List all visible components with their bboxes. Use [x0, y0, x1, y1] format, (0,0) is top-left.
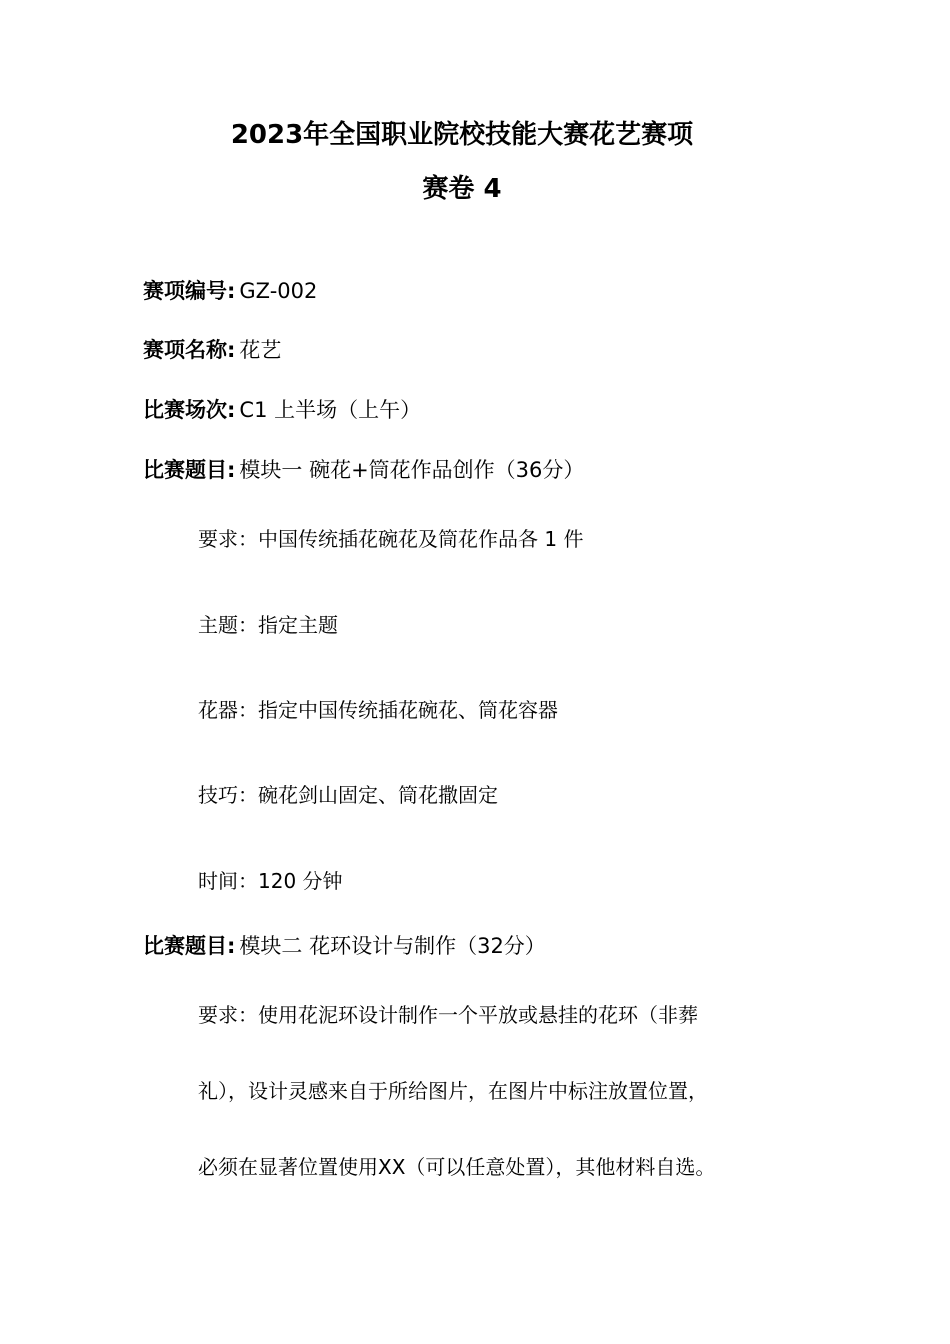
- module1-requirement: 要求：中国传统插花碗花及筒花作品各 1 件: [198, 527, 584, 551]
- field-session: [143, 395, 421, 425]
- field-value: 模块一 碗花+筒花作品创作（36分）: [239, 458, 585, 482]
- field-module-2: [143, 931, 546, 961]
- module2-requirement-line-3: 必须在显著位置使用XX（可以任意处置），其他材料自选。: [198, 1155, 716, 1179]
- field-module-1: [143, 455, 584, 485]
- module1-container: 花器：指定中国传统插花碗花、筒花容器: [198, 698, 558, 722]
- field-event-name: [143, 335, 281, 365]
- field-value: C1 上半场（上午）: [239, 398, 422, 422]
- field-label: 比赛题目:: [143, 934, 236, 958]
- field-value: 花艺: [239, 338, 282, 362]
- field-label: 赛项编号:: [143, 279, 236, 303]
- page-title: 2023年全国职业院校技能大赛花艺赛项: [230, 120, 694, 150]
- field-value: GZ-002: [239, 279, 318, 303]
- page-subtitle: 赛卷 4: [422, 174, 502, 204]
- field-label: 赛项名称:: [143, 338, 236, 362]
- field-value: 模块二 花环设计与制作（32分）: [239, 934, 546, 958]
- module2-requirement-line-1: 要求：使用花泥环设计制作一个平放或悬挂的花环（非葬: [198, 1003, 698, 1027]
- module1-technique: 技巧：碗花剑山固定、筒花撒固定: [198, 783, 498, 807]
- module1-theme: 主题：指定主题: [198, 613, 338, 637]
- module2-requirement-line-2: 礼），设计灵感来自于所给图片，在图片中标注放置位置，: [198, 1079, 708, 1103]
- field-event-code: [143, 276, 317, 306]
- field-label: 比赛场次:: [143, 398, 236, 422]
- field-label: 比赛题目:: [143, 458, 236, 482]
- module1-time: 时间：120 分钟: [198, 869, 343, 893]
